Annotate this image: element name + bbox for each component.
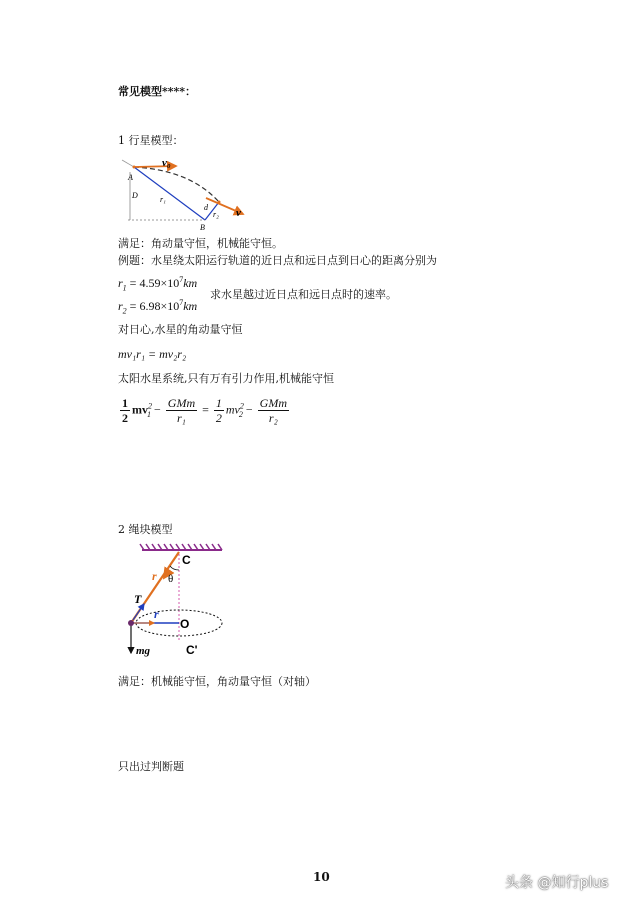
point-A-label: A	[128, 173, 133, 182]
angular-momentum-equation: mv₁r₁ = mv₂r₂	[118, 347, 187, 361]
example-text: 例题：水星绕太阳运行轨道的近日点和远日点到日心的距离分别为	[118, 254, 437, 267]
r1-label: r₁	[160, 195, 166, 204]
point-C-label: C	[182, 553, 191, 567]
extension-line	[122, 160, 134, 167]
planet-model-diagram	[118, 150, 258, 235]
v-label: v	[236, 207, 241, 219]
angular-momentum-note: 对日心,水星的角动量守恒	[118, 323, 243, 336]
r2-label: r₂	[213, 210, 219, 219]
rope-block-diagram	[118, 540, 233, 665]
d-label: d	[204, 203, 208, 212]
section-title: 常见模型****：	[118, 85, 197, 98]
r1-line	[134, 167, 205, 220]
tension-label: T	[134, 592, 142, 606]
r-small-label: r	[154, 607, 159, 621]
theta-arc	[170, 566, 179, 570]
block	[128, 620, 134, 626]
energy-note: 太阳水星系统,只有万有引力作用,机械能守恒	[118, 372, 334, 385]
energy-equation: $\frac{1}{2}$ $mv^2_1$ − $\frac{\text{GMm}}{\text{r₁}}$ = $\frac{1}{2}$ $mv^2_2$ − $\frac{\text{GMm}}{\text{r₂}}$	[122, 396, 287, 425]
gravity-label: mg	[136, 645, 151, 657]
orbit-arc	[134, 167, 219, 202]
model1-heading: 1 行星模型：	[118, 134, 184, 147]
watermark: 头条 @知行plus	[505, 875, 609, 891]
theta-label: θ	[168, 573, 174, 585]
page-number: 10	[313, 870, 330, 884]
model1-satisfy: 满足：角动量守恒，机械能守恒。	[118, 237, 283, 250]
v0-label: v₀	[162, 157, 171, 169]
model2-satisfy: 满足：机械能守恒，角动量守恒（对轴）	[118, 675, 316, 688]
closing-note: 只出过判断题	[118, 760, 184, 773]
r2-equation: $r_2 = 6.98\times 10^7km$	[118, 298, 198, 316]
center-O-label: O	[180, 617, 190, 631]
model2-heading: 2 绳块模型	[118, 523, 173, 536]
r1-equation: $r_1 = 4.59\times 10^7km$	[118, 275, 198, 293]
point-C-prime-label: C'	[186, 643, 198, 657]
distance-D-label: D	[132, 191, 138, 200]
tension-arrow	[133, 604, 144, 620]
r-vector-label: r	[152, 569, 157, 583]
question-text: 求水星越过近日点和远日点时的速率。	[210, 288, 397, 301]
point-B-label: B	[200, 223, 205, 232]
